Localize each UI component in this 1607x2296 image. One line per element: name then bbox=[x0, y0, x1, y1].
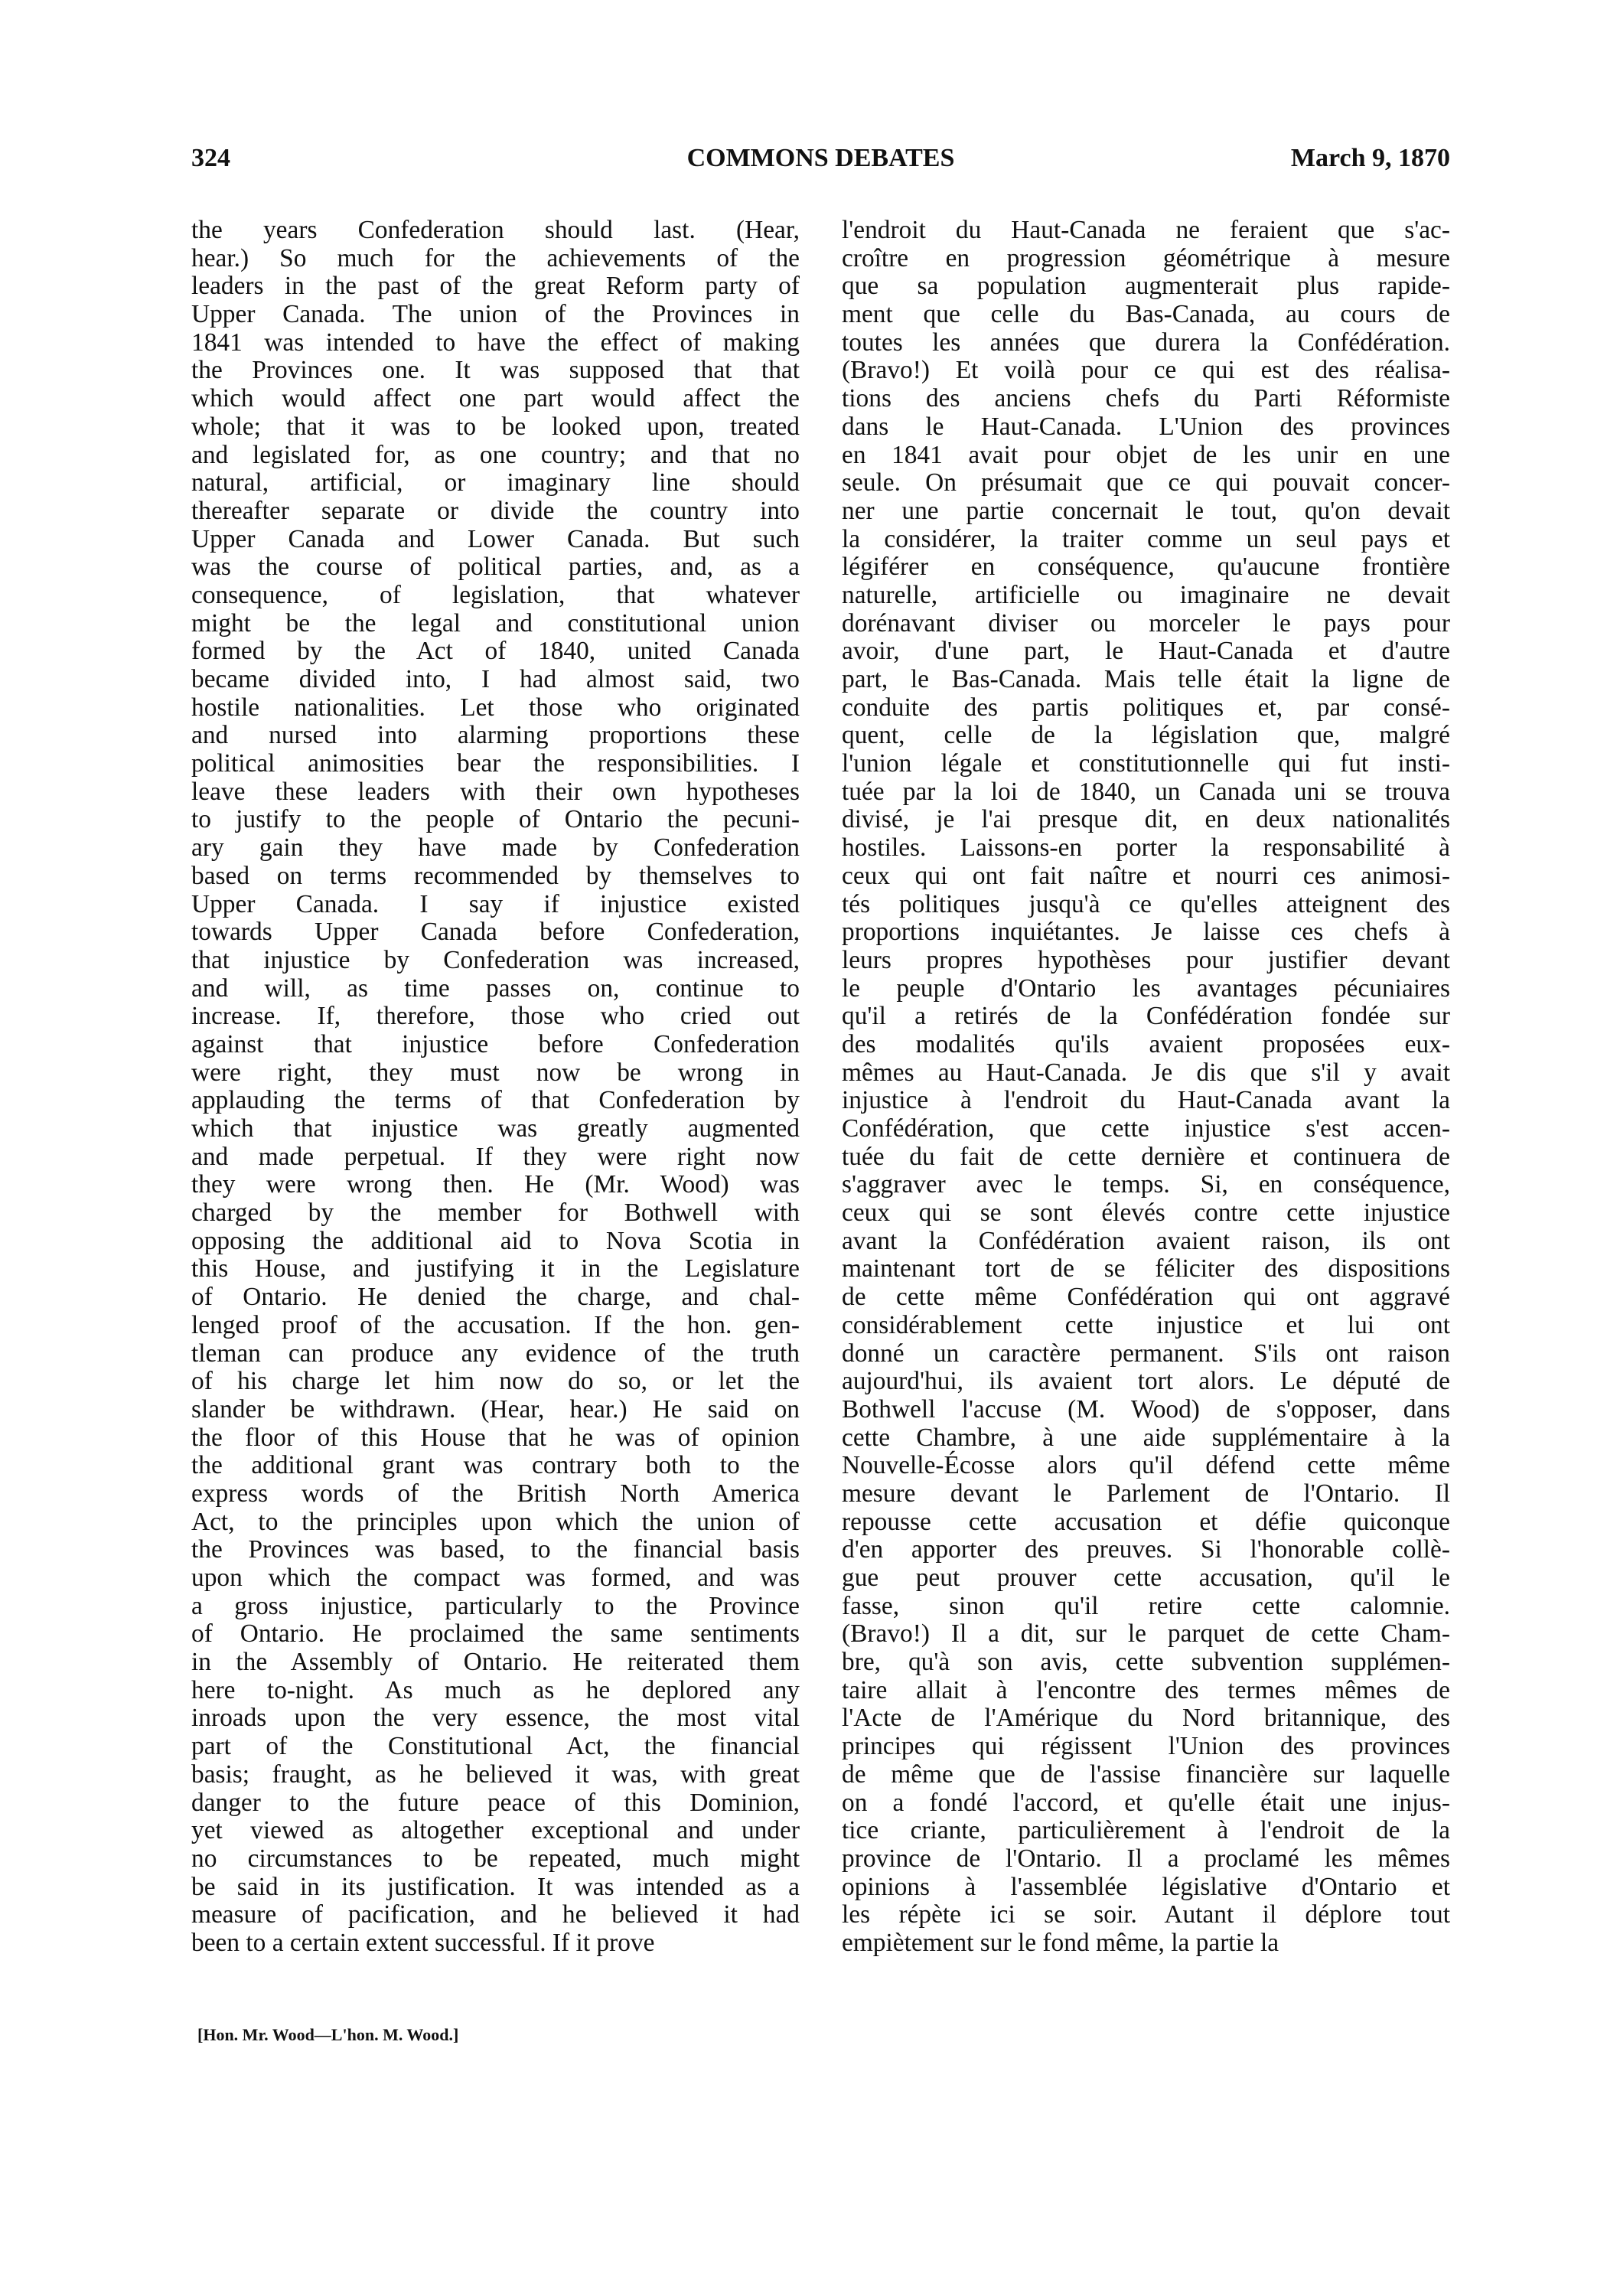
text-line: that injustice by Confederation was increased, bbox=[191, 945, 800, 974]
text-line: political animosities bear the responsibilities. I bbox=[191, 749, 800, 778]
text-line: part, le Bas-Canada. Mais telle était la ligne de bbox=[842, 665, 1450, 693]
text-line: fasse, sinon qu'il retire cette calomnie. bbox=[842, 1591, 1450, 1620]
text-line: croître en progression géométrique à mesure bbox=[842, 243, 1450, 272]
text-line: repousse cette accusation et défie quiconque bbox=[842, 1507, 1450, 1536]
text-line: Upper Canada. I say if injustice existed bbox=[191, 889, 800, 918]
text-line: Confédération, que cette injustice s'est accen- bbox=[842, 1114, 1450, 1143]
text-line: to justify to the people of Ontario the pecuni- bbox=[191, 805, 800, 834]
text-line: (Bravo!) Et voilà pour ce qui est des réalisa- bbox=[842, 356, 1450, 385]
text-line: they were wrong then. He (Mr. Wood) was bbox=[191, 1170, 800, 1199]
text-line: gue peut prouver cette accusation, qu'il le bbox=[842, 1564, 1450, 1592]
text-line: opposing the additional aid to Nova Scotia in bbox=[191, 1226, 800, 1255]
text-line: which would affect one part would affect the bbox=[191, 384, 800, 413]
text-line: 1841 was intended to have the effect of making bbox=[191, 328, 800, 357]
text-line: hostiles. Laissons-en porter la responsabilité à bbox=[842, 833, 1450, 863]
text-line: d'en apporter des preuves. Si l'honorable collè- bbox=[842, 1535, 1450, 1564]
text-line: danger to the future peace of this Dominion, bbox=[191, 1788, 800, 1817]
text-line: mêmes au Haut-Canada. Je dis que s'il y avait bbox=[842, 1058, 1450, 1087]
text-line: principes qui régissent l'Union des provinces bbox=[842, 1732, 1450, 1761]
french-column bbox=[842, 217, 1450, 1985]
text-line: hear.) So much for the achievements of the bbox=[191, 243, 800, 272]
text-line: formed by the Act of 1840, united Canada bbox=[191, 637, 800, 666]
text-line: ary gain they have made by Confederation bbox=[191, 833, 800, 863]
text-line: in the Assembly of Ontario. He reiterated them bbox=[191, 1648, 800, 1677]
text-line: towards Upper Canada before Confederation, bbox=[191, 918, 800, 947]
text-line: yet viewed as altogether exceptional and under bbox=[191, 1816, 800, 1845]
text-line: Nouvelle-Écosse alors qu'il défend cette même bbox=[842, 1451, 1450, 1480]
text-line: dorénavant diviser ou morceler le pays pour bbox=[842, 608, 1450, 638]
text-line: l'union légale et constitutionnelle qui fut insti- bbox=[842, 749, 1450, 778]
text-line: de même que de l'assise financière sur laquelle bbox=[842, 1760, 1450, 1789]
text-line: measure of pacification, and he believed it had bbox=[191, 1900, 800, 1929]
speaker-footnote: [Hon. Mr. Wood—L'hon. M. Wood.] bbox=[197, 2025, 459, 2044]
text-line: inroads upon the very essence, the most vital bbox=[191, 1704, 800, 1733]
text-line: taire allait à l'encontre des termes mêmes de bbox=[842, 1675, 1450, 1704]
text-line: quent, celle de la législation que, malgré bbox=[842, 721, 1450, 750]
text-line: the floor of this House that he was of opinion bbox=[191, 1423, 800, 1452]
text-line: bre, qu'à son avis, cette subvention supplémen- bbox=[842, 1648, 1450, 1677]
text-line: ceux qui ont fait naître et nourri ces animosi- bbox=[842, 861, 1450, 890]
text-line: and legislated for, as one country; and that no bbox=[191, 440, 800, 469]
text-line: Act, to the principles upon which the union of bbox=[191, 1507, 800, 1536]
text-line: cette Chambre, à une aide supplémentaire à la bbox=[842, 1423, 1450, 1452]
text-line: tice criante, particulièrement à l'endroit de la bbox=[842, 1816, 1450, 1845]
text-line: que sa population augmenterait plus rapide- bbox=[842, 272, 1450, 301]
text-line: against that injustice before Confederation bbox=[191, 1029, 800, 1058]
text-line: on a fondé l'accord, et qu'elle était une injus- bbox=[842, 1788, 1450, 1817]
text-line: no circumstances to be repeated, much might bbox=[191, 1844, 800, 1873]
text-line: became divided into, I had almost said, two bbox=[191, 665, 800, 693]
text-line: légiférer en conséquence, qu'aucune frontière bbox=[842, 553, 1450, 582]
text-line: seule. On présumait que ce qui pouvait concer- bbox=[842, 468, 1450, 497]
text-line: l'Acte de l'Amérique du Nord britannique, des bbox=[842, 1704, 1450, 1733]
text-line: injustice à l'endroit du Haut-Canada avant la bbox=[842, 1086, 1450, 1115]
text-line: basis; fraught, as he believed it was, with great bbox=[191, 1760, 800, 1789]
text-line: a gross injustice, particularly to the Province bbox=[191, 1591, 800, 1620]
text-line: en 1841 avait pour objet de les unir en une bbox=[842, 440, 1450, 469]
text-line: considérablement cette injustice et lui ont bbox=[842, 1310, 1450, 1339]
text-line: of Ontario. He denied the charge, and chal- bbox=[191, 1283, 800, 1312]
text-line: mesure devant le Parlement de l'Ontario. Il bbox=[842, 1479, 1450, 1508]
text-line: which that injustice was greatly augmented bbox=[191, 1114, 800, 1143]
text-line: avant la Confédération avaient raison, ils ont bbox=[842, 1226, 1450, 1255]
text-line: the Provinces was based, to the financial basis bbox=[191, 1535, 800, 1564]
text-line: donné un caractère permanent. S'ils ont raison bbox=[842, 1339, 1450, 1368]
text-line: here to-night. As much as he deplored any bbox=[191, 1675, 800, 1704]
text-line: natural, artificial, or imaginary line should bbox=[191, 468, 800, 497]
page-date: March 9, 1870 bbox=[1290, 144, 1450, 172]
text-line: leave these leaders with their own hypotheses bbox=[191, 777, 800, 806]
text-line: province de l'Ontario. Il a proclamé les mêmes bbox=[842, 1844, 1450, 1873]
text-line: and made perpetual. If they were right now bbox=[191, 1142, 800, 1171]
text-line: the additional grant was contrary both to the bbox=[191, 1451, 800, 1480]
english-column bbox=[191, 217, 800, 1985]
page-header bbox=[191, 144, 1450, 190]
text-line: de cette même Confédération qui ont aggravé bbox=[842, 1283, 1450, 1312]
text-line: l'endroit du Haut-Canada ne feraient que s'ac- bbox=[842, 217, 1450, 244]
text-line: s'aggraver avec le temps. Si, en conséquence, bbox=[842, 1170, 1450, 1199]
text-line: tleman can produce any evidence of the truth bbox=[191, 1339, 800, 1368]
text-line: leaders in the past of the great Reform party of bbox=[191, 272, 800, 301]
text-line: naturelle, artificielle ou imaginaire ne devait bbox=[842, 580, 1450, 609]
text-line: tés politiques jusqu'à ce qu'elles atteignent des bbox=[842, 889, 1450, 918]
text-line: might be the legal and constitutional union bbox=[191, 608, 800, 638]
text-line: express words of the British North America bbox=[191, 1479, 800, 1508]
text-line: leurs propres hypothèses pour justifier devant bbox=[842, 945, 1450, 974]
text-line: Upper Canada and Lower Canada. But such bbox=[191, 524, 800, 553]
text-line: (Bravo!) Il a dit, sur le parquet de cette Cham- bbox=[842, 1619, 1450, 1649]
text-line: based on terms recommended by themselves to bbox=[191, 861, 800, 890]
text-line: des modalités qu'ils avaient proposées eux- bbox=[842, 1029, 1450, 1058]
text-line: maintenant tort de se féliciter des dispositions bbox=[842, 1254, 1450, 1283]
text-line: charged by the member for Bothwell with bbox=[191, 1199, 800, 1228]
text-line: conduite des partis politiques et, par consé- bbox=[842, 693, 1450, 722]
text-line: le peuple d'Ontario les avantages pécuniaires bbox=[842, 974, 1450, 1003]
text-line: applauding the terms of that Confederation by bbox=[191, 1086, 800, 1115]
text-line: upon which the compact was formed, and was bbox=[191, 1564, 800, 1592]
text-line: lenged proof of the accusation. If the hon. gen- bbox=[191, 1310, 800, 1339]
text-line: thereafter separate or divide the country into bbox=[191, 496, 800, 525]
text-line: of Ontario. He proclaimed the same sentiments bbox=[191, 1619, 800, 1649]
text-line: the Provinces one. It was supposed that that bbox=[191, 356, 800, 385]
text-line: increase. If, therefore, those who cried out bbox=[191, 1002, 800, 1031]
text-line: ceux qui se sont élevés contre cette injustice bbox=[842, 1199, 1450, 1228]
text-line: this House, and justifying it in the Legislature bbox=[191, 1254, 800, 1283]
text-line: la considérer, la traiter comme un seul pays et bbox=[842, 524, 1450, 553]
text-line: Upper Canada. The union of the Provinces in bbox=[191, 300, 800, 329]
text-line: empiètement sur le fond même, la partie la bbox=[842, 1928, 1279, 1957]
text-line: was the course of political parties, and, as a bbox=[191, 553, 800, 582]
text-line: slander be withdrawn. (Hear, hear.) He said on bbox=[191, 1394, 800, 1424]
page-title: COMMONS DEBATES bbox=[686, 144, 955, 172]
text-line: been to a certain extent successful. If it prove bbox=[191, 1928, 655, 1957]
text-line: were right, they must now be wrong in bbox=[191, 1058, 800, 1087]
text-line: hostile nationalities. Let those who originated bbox=[191, 693, 800, 722]
text-line: whole; that it was to be looked upon, treated bbox=[191, 412, 800, 441]
text-line: dans le Haut-Canada. L'Union des provinces bbox=[842, 412, 1450, 441]
text-line: divisé, je l'ai presque dit, en deux nationalités bbox=[842, 805, 1450, 834]
text-line: proportions inquiétantes. Je laisse ces chefs à bbox=[842, 918, 1450, 947]
text-line: ment que celle du Bas-Canada, au cours de bbox=[842, 300, 1450, 329]
text-line: toutes les années que durera la Confédération. bbox=[842, 328, 1450, 357]
text-line: les répète ici se soir. Autant il déplore tout bbox=[842, 1900, 1450, 1929]
text-line: of his charge let him now do so, or let the bbox=[191, 1367, 800, 1396]
text-line: and nursed into alarming proportions these bbox=[191, 721, 800, 750]
text-line: avoir, d'une part, le Haut-Canada et d'autre bbox=[842, 637, 1450, 666]
text-line: tions des anciens chefs du Parti Réformiste bbox=[842, 384, 1450, 413]
text-line: part of the Constitutional Act, the financial bbox=[191, 1732, 800, 1761]
text-line: ner une partie concernait le tout, qu'on devait bbox=[842, 496, 1450, 525]
text-line: Bothwell l'accuse (M. Wood) de s'opposer, dans bbox=[842, 1394, 1450, 1424]
text-line: tuée par la loi de 1840, un Canada uni se trouva bbox=[842, 777, 1450, 806]
text-line: consequence, of legislation, that whatever bbox=[191, 580, 800, 609]
text-line: aujourd'hui, ils avaient tort alors. Le député de bbox=[842, 1367, 1450, 1396]
text-line: and will, as time passes on, continue to bbox=[191, 974, 800, 1003]
text-line: opinions à l'assemblée législative d'Ontario et bbox=[842, 1872, 1450, 1901]
text-line: the years Confederation should last. (Hear, bbox=[191, 217, 800, 244]
text-line: tuée du fait de cette dernière et continuera de bbox=[842, 1142, 1450, 1171]
text-line: qu'il a retirés de la Confédération fondée sur bbox=[842, 1002, 1450, 1031]
page-number: 324 bbox=[191, 144, 230, 172]
text-line: be said in its justification. It was intended as a bbox=[191, 1872, 800, 1901]
